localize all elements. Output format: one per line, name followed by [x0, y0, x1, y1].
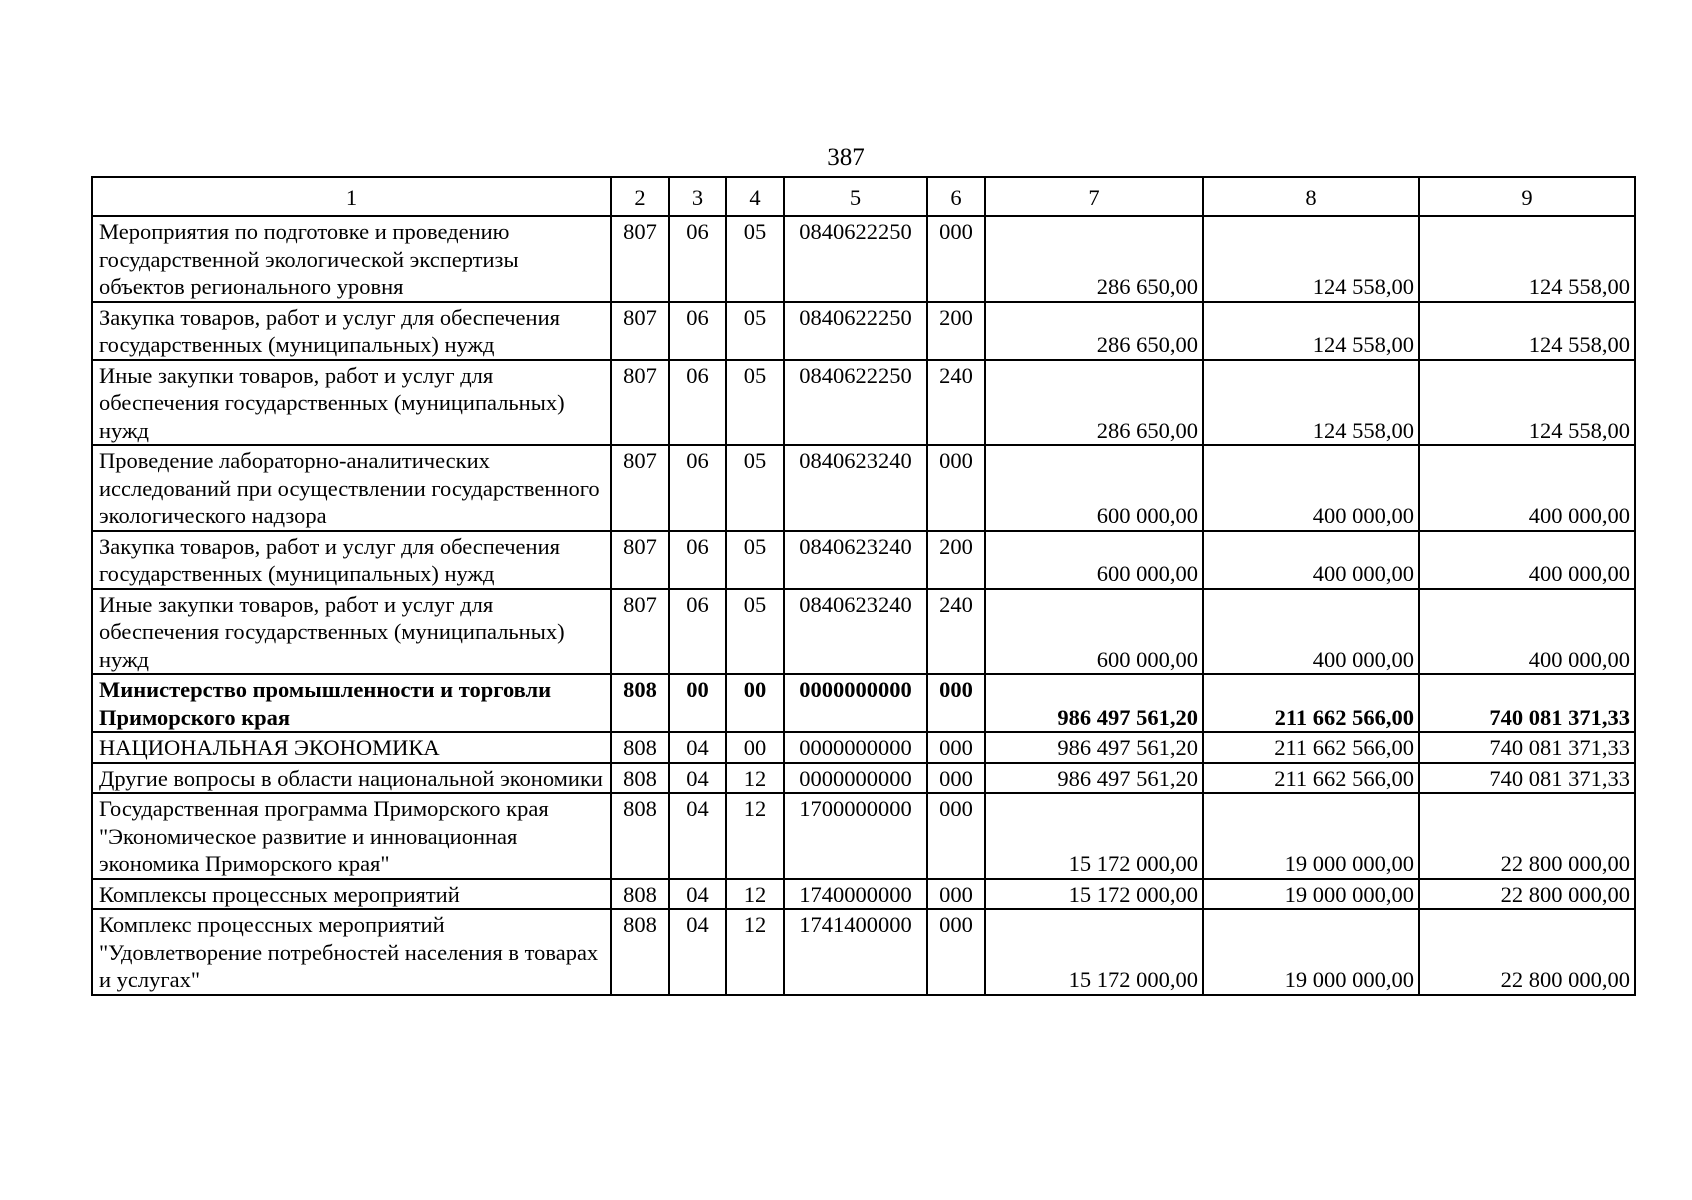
row-name: Комплекс процессных мероприятий "Удовлетворение потребностей населения в товарах и услугах": [92, 909, 611, 995]
header-col-4: 4: [726, 177, 784, 216]
table-row: [92, 302, 1635, 360]
row-code-target: 0000000000: [784, 674, 927, 732]
row-amount-col-9: 400 000,00: [1419, 531, 1635, 589]
row-amount-col-8: 19 000 000,00: [1203, 909, 1419, 995]
row-code-target: 0840623240: [784, 589, 927, 675]
row-code-section: 06: [669, 360, 726, 446]
row-code-subsection: 12: [726, 763, 784, 794]
row-code-subsection: 05: [726, 445, 784, 531]
row-code-admin: 808: [611, 763, 669, 794]
row-code-admin: 807: [611, 531, 669, 589]
row-amount-col-9: 124 558,00: [1419, 216, 1635, 302]
header-col-7: 7: [985, 177, 1203, 216]
row-code-expense-type: 000: [927, 674, 985, 732]
row-code-section: 04: [669, 909, 726, 995]
row-code-subsection: 00: [726, 732, 784, 763]
row-name: Комплексы процессных мероприятий: [92, 879, 611, 910]
header-col-2: 2: [611, 177, 669, 216]
row-amount-col-8: 19 000 000,00: [1203, 793, 1419, 879]
row-name: Министерство промышленности и торговли Приморского края: [92, 674, 611, 732]
row-code-section: 06: [669, 531, 726, 589]
row-code-subsection: 05: [726, 302, 784, 360]
row-name: Государственная программа Приморского края "Экономическое развитие и инновационная экономика Приморского края": [92, 793, 611, 879]
row-code-section: 04: [669, 879, 726, 910]
row-amount-col-8: 400 000,00: [1203, 589, 1419, 675]
row-code-section: 06: [669, 589, 726, 675]
row-amount-col-9: 740 081 371,33: [1419, 732, 1635, 763]
row-code-target: 1700000000: [784, 793, 927, 879]
row-code-section: 04: [669, 732, 726, 763]
row-code-expense-type: 000: [927, 216, 985, 302]
table-row: [92, 793, 1635, 879]
row-code-target: 1741400000: [784, 909, 927, 995]
row-amount-col-7: 286 650,00: [985, 360, 1203, 446]
row-code-subsection: 05: [726, 360, 784, 446]
row-name: Закупка товаров, работ и услуг для обеспечения государственных (муниципальных) нужд: [92, 302, 611, 360]
row-name: Иные закупки товаров, работ и услуг для обеспечения государственных (муниципальных) нужд: [92, 589, 611, 675]
header-col-6: 6: [927, 177, 985, 216]
row-amount-col-7: 286 650,00: [985, 302, 1203, 360]
header-col-1: 1: [92, 177, 611, 216]
row-amount-col-7: 286 650,00: [985, 216, 1203, 302]
row-code-expense-type: 240: [927, 589, 985, 675]
table-row: [92, 909, 1635, 995]
row-code-section: 00: [669, 674, 726, 732]
row-code-target: 0840622250: [784, 216, 927, 302]
row-code-admin: 807: [611, 216, 669, 302]
row-amount-col-9: 22 800 000,00: [1419, 793, 1635, 879]
row-amount-col-9: 740 081 371,33: [1419, 763, 1635, 794]
row-code-expense-type: 000: [927, 445, 985, 531]
row-code-target: 0840623240: [784, 531, 927, 589]
row-code-admin: 808: [611, 732, 669, 763]
row-amount-col-9: 124 558,00: [1419, 360, 1635, 446]
table-body: [92, 216, 1635, 995]
row-name: Другие вопросы в области национальной экономики: [92, 763, 611, 794]
row-code-expense-type: 200: [927, 531, 985, 589]
row-amount-col-7: 600 000,00: [985, 445, 1203, 531]
table-row: [92, 674, 1635, 732]
header-col-8: 8: [1203, 177, 1419, 216]
row-amount-col-8: 124 558,00: [1203, 216, 1419, 302]
row-code-admin: 808: [611, 909, 669, 995]
table-row: [92, 445, 1635, 531]
row-amount-col-8: 211 662 566,00: [1203, 732, 1419, 763]
row-code-admin: 807: [611, 360, 669, 446]
row-code-subsection: 12: [726, 793, 784, 879]
row-amount-col-9: 22 800 000,00: [1419, 879, 1635, 910]
row-code-section: 06: [669, 445, 726, 531]
page-number: 387: [827, 144, 865, 171]
row-code-section: 04: [669, 763, 726, 794]
row-code-subsection: 12: [726, 879, 784, 910]
row-code-section: 06: [669, 302, 726, 360]
row-amount-col-8: 124 558,00: [1203, 302, 1419, 360]
row-amount-col-8: 400 000,00: [1203, 445, 1419, 531]
table-row: [92, 531, 1635, 589]
row-amount-col-8: 211 662 566,00: [1203, 674, 1419, 732]
row-name: Мероприятия по подготовке и проведению государственной экологической экспертизы объектов регионального уровня: [92, 216, 611, 302]
row-code-subsection: 05: [726, 531, 784, 589]
row-amount-col-7: 600 000,00: [985, 531, 1203, 589]
row-code-section: 06: [669, 216, 726, 302]
header-col-9: 9: [1419, 177, 1635, 216]
row-amount-col-8: 211 662 566,00: [1203, 763, 1419, 794]
row-code-expense-type: 200: [927, 302, 985, 360]
row-amount-col-9: 124 558,00: [1419, 302, 1635, 360]
row-amount-col-7: 15 172 000,00: [985, 793, 1203, 879]
row-code-expense-type: 240: [927, 360, 985, 446]
header-col-3: 3: [669, 177, 726, 216]
row-amount-col-7: 986 497 561,20: [985, 674, 1203, 732]
table-row: [92, 589, 1635, 675]
row-amount-col-8: 400 000,00: [1203, 531, 1419, 589]
row-code-section: 04: [669, 793, 726, 879]
row-code-target: 0840622250: [784, 360, 927, 446]
row-name: Закупка товаров, работ и услуг для обеспечения государственных (муниципальных) нужд: [92, 531, 611, 589]
budget-table: [91, 176, 1636, 996]
row-amount-col-7: 986 497 561,20: [985, 732, 1203, 763]
row-name: Иные закупки товаров, работ и услуг для обеспечения государственных (муниципальных) нужд: [92, 360, 611, 446]
row-amount-col-9: 400 000,00: [1419, 589, 1635, 675]
row-code-target: 0000000000: [784, 732, 927, 763]
table-row: [92, 879, 1635, 910]
row-amount-col-9: 22 800 000,00: [1419, 909, 1635, 995]
row-code-target: 0000000000: [784, 763, 927, 794]
table-row: [92, 763, 1635, 794]
table-row: [92, 360, 1635, 446]
row-code-subsection: 05: [726, 216, 784, 302]
table-row: [92, 216, 1635, 302]
row-amount-col-8: 19 000 000,00: [1203, 879, 1419, 910]
row-amount-col-9: 400 000,00: [1419, 445, 1635, 531]
row-code-subsection: 12: [726, 909, 784, 995]
row-code-subsection: 05: [726, 589, 784, 675]
row-amount-col-8: 124 558,00: [1203, 360, 1419, 446]
row-code-admin: 807: [611, 445, 669, 531]
row-code-target: 0840623240: [784, 445, 927, 531]
row-code-expense-type: 000: [927, 732, 985, 763]
row-code-expense-type: 000: [927, 879, 985, 910]
row-code-expense-type: 000: [927, 909, 985, 995]
row-code-admin: 808: [611, 674, 669, 732]
header-col-5: 5: [784, 177, 927, 216]
row-code-target: 0840622250: [784, 302, 927, 360]
header-row: [92, 177, 1635, 216]
row-code-admin: 807: [611, 589, 669, 675]
row-amount-col-7: 986 497 561,20: [985, 763, 1203, 794]
row-code-expense-type: 000: [927, 763, 985, 794]
row-amount-col-9: 740 081 371,33: [1419, 674, 1635, 732]
row-code-expense-type: 000: [927, 793, 985, 879]
row-amount-col-7: 15 172 000,00: [985, 909, 1203, 995]
row-name: НАЦИОНАЛЬНАЯ ЭКОНОМИКА: [92, 732, 611, 763]
row-amount-col-7: 600 000,00: [985, 589, 1203, 675]
row-code-admin: 808: [611, 793, 669, 879]
table-row: [92, 732, 1635, 763]
row-code-admin: 808: [611, 879, 669, 910]
row-amount-col-7: 15 172 000,00: [985, 879, 1203, 910]
row-name: Проведение лабораторно-аналитических исследований при осуществлении государственного экологического надзора: [92, 445, 611, 531]
row-code-admin: 807: [611, 302, 669, 360]
row-code-target: 1740000000: [784, 879, 927, 910]
row-code-subsection: 00: [726, 674, 784, 732]
